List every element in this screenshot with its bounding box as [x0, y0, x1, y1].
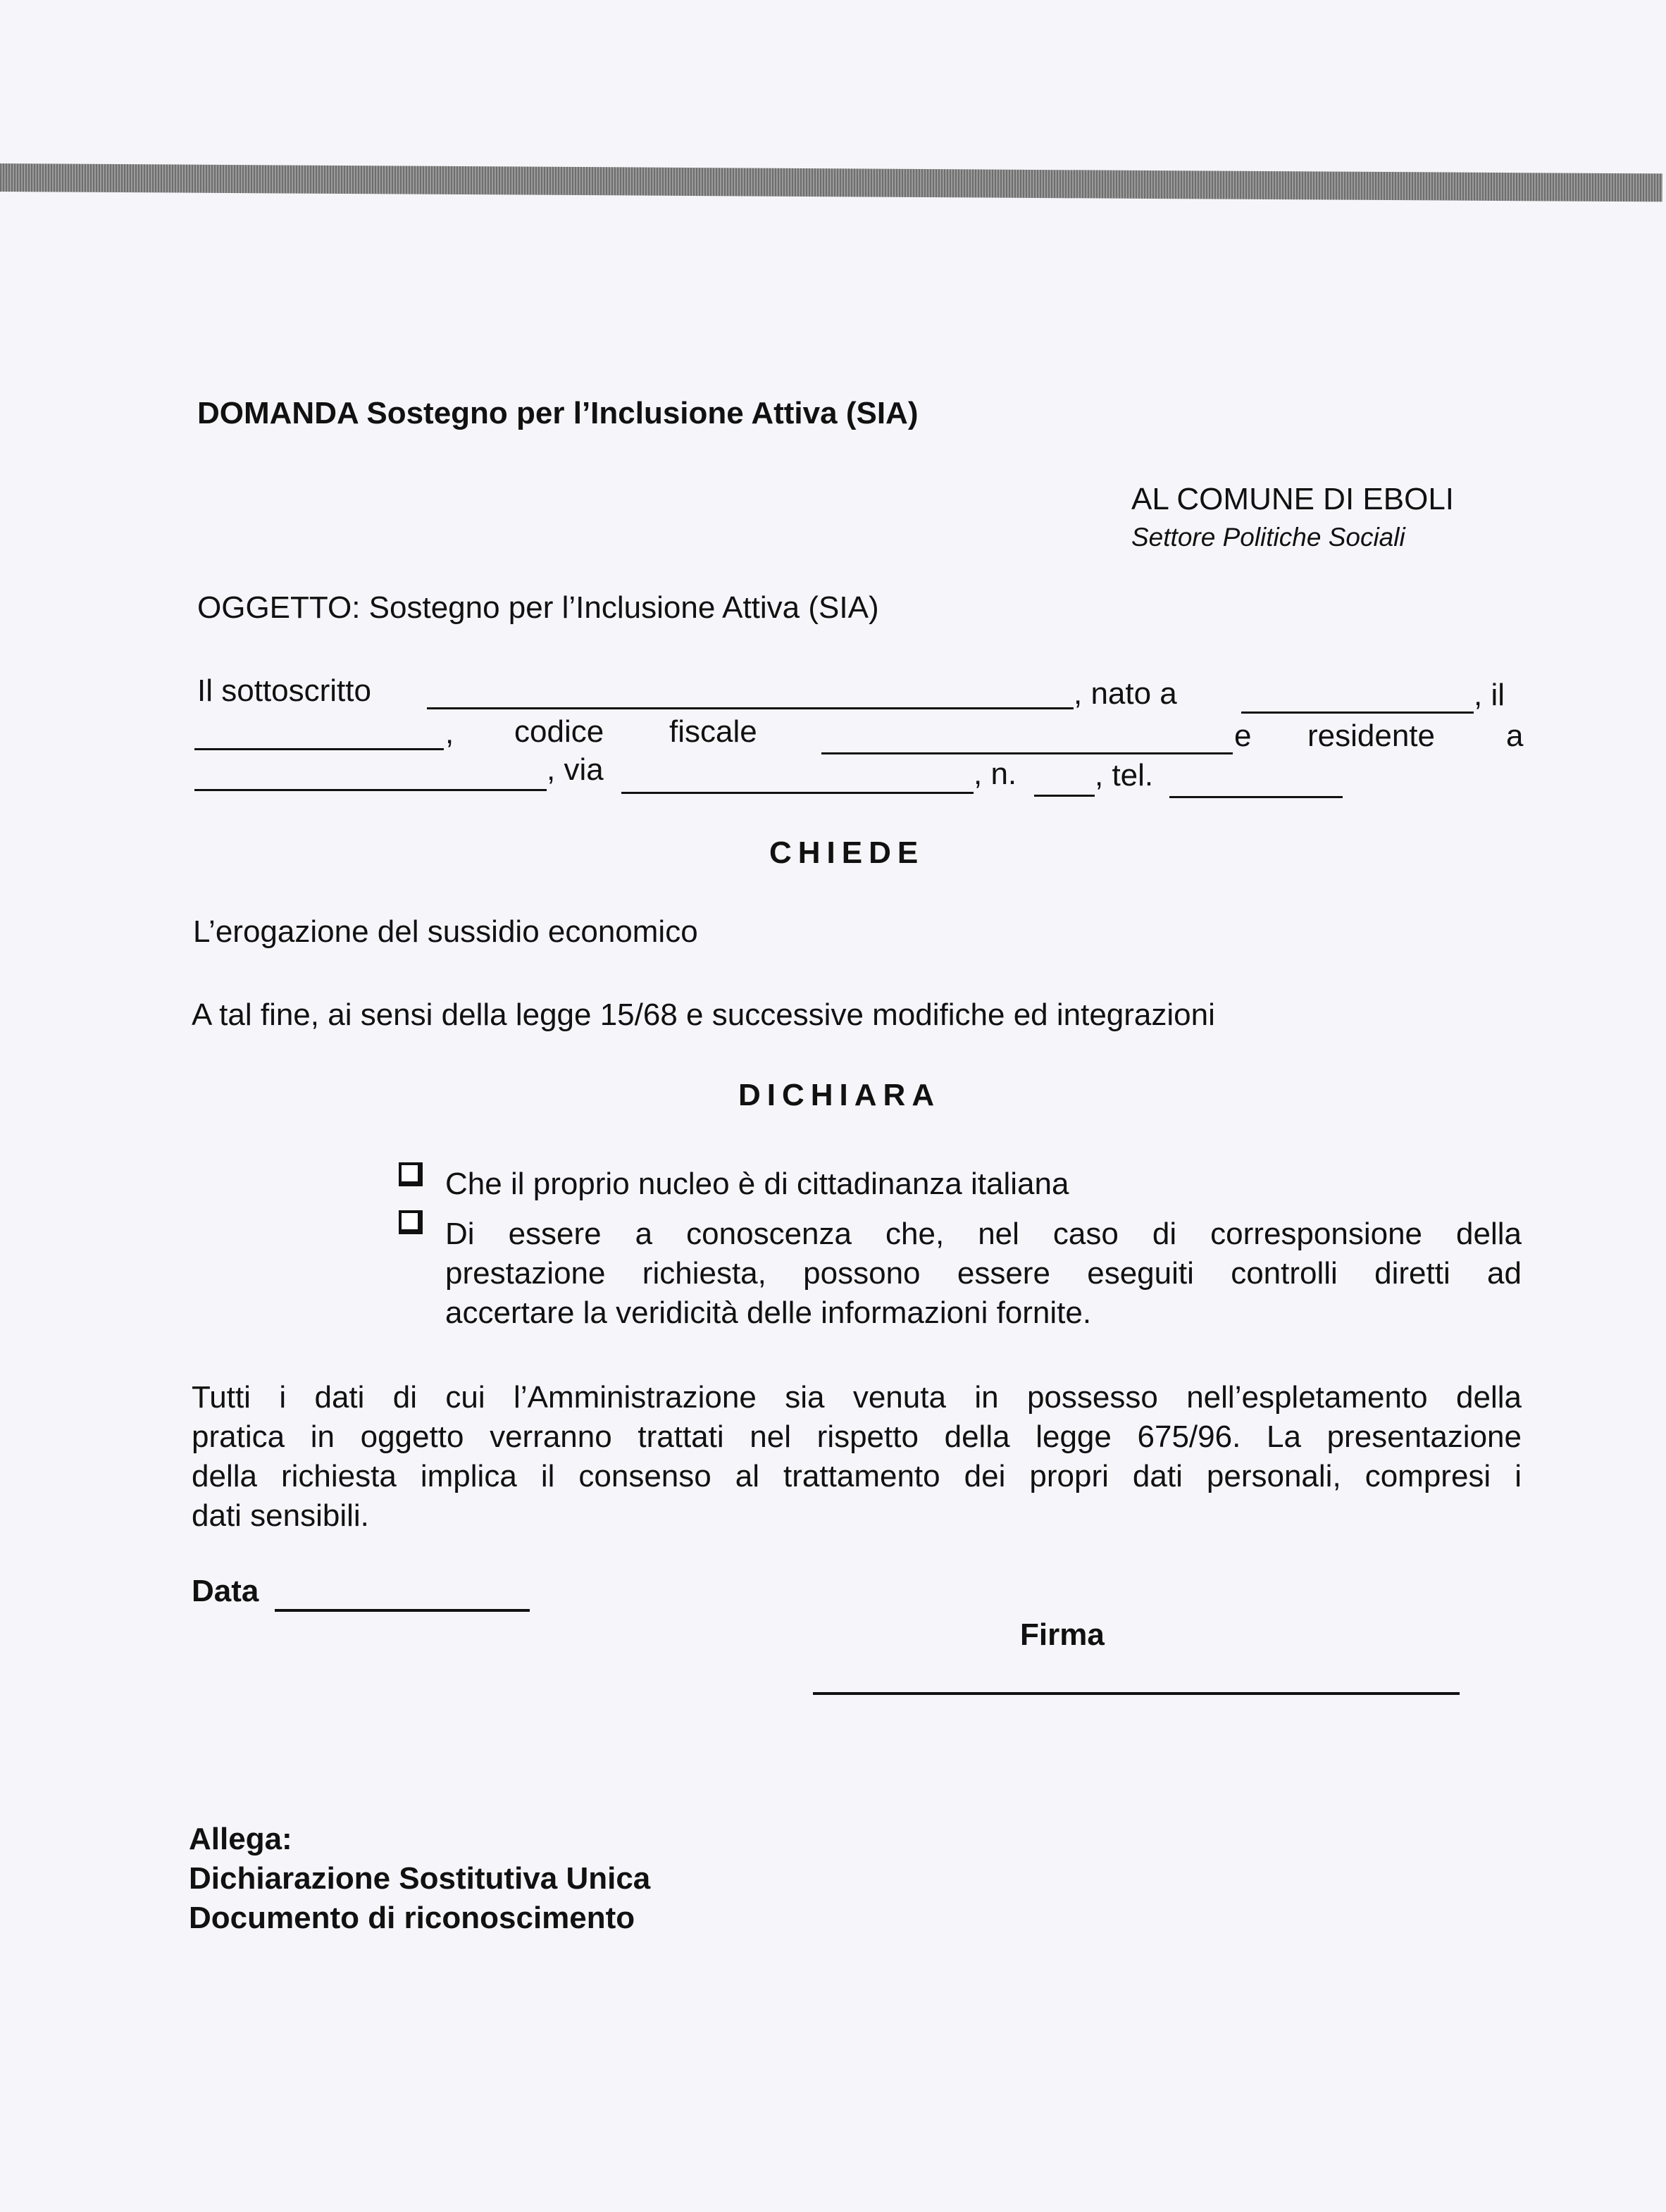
nato-a-field[interactable]: [1241, 712, 1474, 714]
header-band: [0, 163, 1662, 201]
checkbox-controlli[interactable]: [399, 1210, 423, 1234]
e-label: e: [1234, 719, 1252, 753]
sottoscritto-label: Il sottoscritto: [197, 673, 371, 708]
il-label: , il: [1474, 678, 1505, 712]
privacy-line: Tutti i dati di cui l’Amministrazione sia venuta in possesso nell’espletamento della: [192, 1380, 1522, 1415]
via-field[interactable]: [621, 792, 974, 794]
codice-fiscale-field[interactable]: [821, 752, 1233, 754]
date-label: Data: [192, 1574, 259, 1608]
residente-a-field[interactable]: [194, 789, 547, 791]
chiede-text: L’erogazione del sussidio economico: [193, 914, 698, 949]
checkbox-cittadinanza[interactable]: [399, 1162, 423, 1186]
dichiara-item-1: Che il proprio nucleo è di cittadinanza italiana: [445, 1167, 1069, 1201]
via-label: , via: [547, 752, 604, 787]
tel-label: , tel.: [1095, 758, 1154, 793]
tel-field[interactable]: [1169, 796, 1343, 798]
privacy-paragraph: [192, 1378, 1522, 1536]
attachment-item: Dichiarazione Sostitutiva Unica: [189, 1861, 651, 1896]
subject-line: OGGETTO: Sostegno per l’Inclusione Attiva (SIA): [197, 590, 879, 625]
fiscale-label: fiscale: [669, 714, 757, 749]
firma-label: Firma: [1020, 1617, 1105, 1652]
numero-field[interactable]: [1034, 795, 1095, 797]
nato-label: , nato a: [1074, 676, 1177, 711]
dichiara-heading: DICHIARA: [738, 1078, 941, 1112]
numero-label: , n.: [974, 757, 1017, 791]
sottoscritto-field[interactable]: [427, 707, 1074, 709]
chiede-heading: CHIEDE: [769, 835, 925, 870]
dichiara-item-2-line: prestazione richiesta, possono essere eseguiti controlli diretti ad: [445, 1256, 1522, 1291]
codice-label: codice: [514, 714, 604, 749]
document-title: DOMANDA Sostegno per l’Inclusione Attiva (SIA): [197, 396, 919, 430]
privacy-line: dati sensibili.: [192, 1498, 369, 1533]
privacy-line: della richiesta implica il consenso al trattamento dei propri dati personali, compresi i: [192, 1459, 1522, 1493]
a-label: a: [1506, 719, 1524, 753]
recipient-name: AL COMUNE DI EBOLI: [1131, 482, 1455, 516]
dichiara-item-2-line: accertare la veridicità delle informazioni fornite.: [445, 1295, 1092, 1330]
privacy-line: pratica in oggetto verranno trattati nel rispetto della legge 675/96. La presentazione: [192, 1419, 1522, 1454]
legal-basis: A tal fine, ai sensi della legge 15/68 e successive modifiche ed integrazioni: [192, 998, 1215, 1032]
attachment-item: Documento di riconoscimento: [189, 1901, 635, 1935]
dichiara-item-2: [445, 1214, 1522, 1333]
date-field[interactable]: [275, 1609, 530, 1612]
residente-label: residente: [1307, 719, 1436, 753]
comma-label: ,: [445, 716, 454, 750]
il-field[interactable]: [194, 748, 444, 750]
attachments-label: Allega:: [189, 1822, 292, 1856]
dichiara-item-2-line: Di essere a conoscenza che, nel caso di corresponsione della: [445, 1217, 1522, 1251]
signature-field[interactable]: [813, 1692, 1460, 1695]
recipient-department: Settore Politiche Sociali: [1131, 523, 1405, 552]
